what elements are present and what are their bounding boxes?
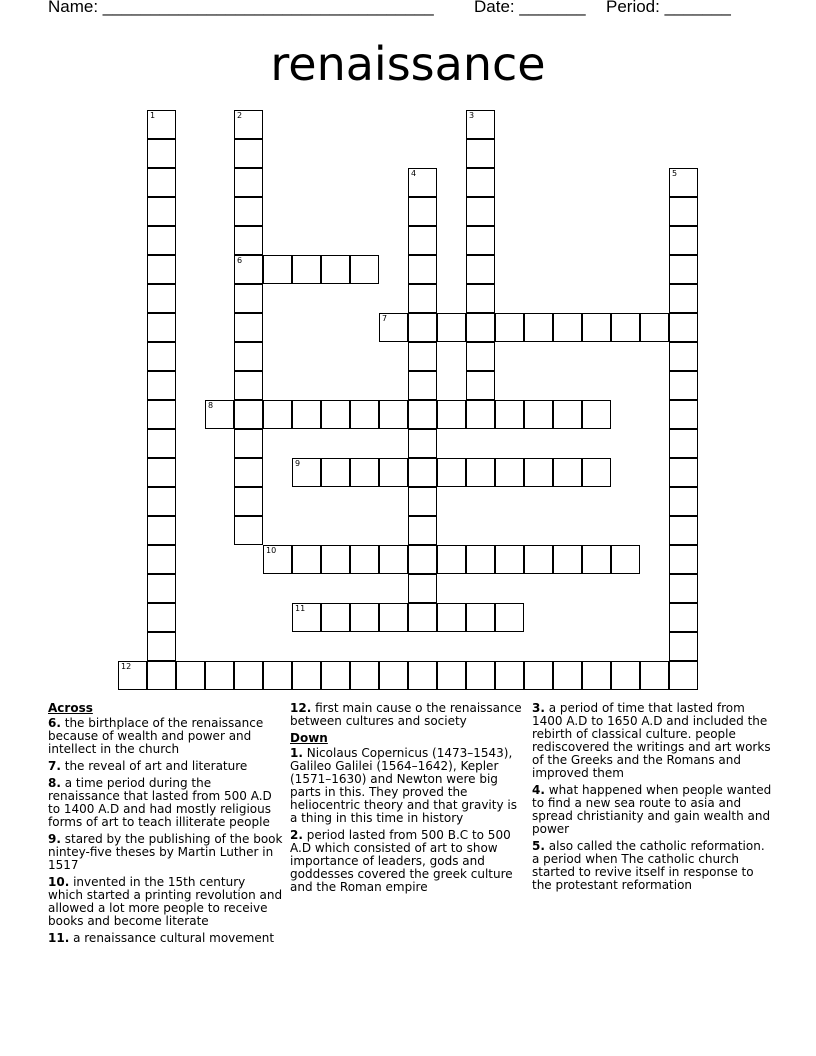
- grid-cell[interactable]: [321, 255, 350, 284]
- grid-cell[interactable]: [147, 342, 176, 371]
- grid-cell[interactable]: [408, 458, 437, 487]
- grid-cell[interactable]: [408, 255, 437, 284]
- grid-cell[interactable]: [408, 603, 437, 632]
- grid-cell[interactable]: [582, 545, 611, 574]
- grid-cell[interactable]: [263, 545, 292, 574]
- grid-cell[interactable]: [234, 400, 263, 429]
- clues-column-1: [48, 702, 283, 949]
- grid-cell[interactable]: [524, 661, 553, 690]
- grid-cell[interactable]: [437, 545, 466, 574]
- grid-cell[interactable]: [524, 458, 553, 487]
- grid-cell[interactable]: [147, 458, 176, 487]
- clue-number: 4: [411, 169, 417, 178]
- grid-cell[interactable]: [147, 545, 176, 574]
- clue-number: 3: [469, 111, 475, 120]
- grid-cell[interactable]: [437, 603, 466, 632]
- grid-cell[interactable]: [147, 574, 176, 603]
- grid-cell[interactable]: [582, 400, 611, 429]
- down-heading: Down: [290, 731, 328, 745]
- grid-cell[interactable]: [379, 400, 408, 429]
- grid-cell[interactable]: [408, 371, 437, 400]
- grid-cell[interactable]: [350, 458, 379, 487]
- grid-cell[interactable]: [408, 284, 437, 313]
- grid-cell[interactable]: [408, 313, 437, 342]
- grid-cell[interactable]: [234, 197, 263, 226]
- grid-cell[interactable]: [263, 400, 292, 429]
- clue-across-12: 12. first main cause o the renaissance between cultures and society: [290, 701, 522, 728]
- grid-cell[interactable]: [408, 661, 437, 690]
- grid-cell[interactable]: [350, 255, 379, 284]
- clue-across-8: 8. a time period during the renaissance that lasted from 500 A.D to 1400 A.D and had mostly religious forms of art to teach illiterate people: [48, 776, 272, 829]
- clue-number: 10: [266, 546, 277, 555]
- clues-column-3: [532, 702, 772, 896]
- grid-cell[interactable]: [234, 226, 263, 255]
- grid-cell[interactable]: [582, 313, 611, 342]
- grid-cell[interactable]: [408, 429, 437, 458]
- grid-cell[interactable]: [669, 168, 698, 197]
- grid-cell[interactable]: [147, 661, 176, 690]
- grid-cell[interactable]: [321, 458, 350, 487]
- grid-cell[interactable]: [408, 574, 437, 603]
- grid-cell[interactable]: [234, 110, 263, 139]
- clue-number: 5: [672, 169, 678, 178]
- clue-across-7: 7. the reveal of art and literature: [48, 759, 248, 773]
- grid-cell[interactable]: [263, 255, 292, 284]
- grid-cell[interactable]: [466, 110, 495, 139]
- grid-cell[interactable]: [379, 545, 408, 574]
- grid-cell[interactable]: [234, 284, 263, 313]
- grid-cell[interactable]: [292, 400, 321, 429]
- grid-cell[interactable]: [466, 168, 495, 197]
- grid-cell[interactable]: [147, 197, 176, 226]
- grid-cell[interactable]: [495, 545, 524, 574]
- grid-cell[interactable]: [582, 458, 611, 487]
- clue-across-10: 10. invented in the 15th century which started a printing revolution and allowed a lot more people to receive books and become literate: [48, 875, 283, 928]
- grid-cell[interactable]: [234, 342, 263, 371]
- grid-cell[interactable]: [408, 545, 437, 574]
- grid-cell[interactable]: [524, 313, 553, 342]
- grid-cell[interactable]: [669, 516, 698, 545]
- clue-down-3: 3. a period of time that lasted from 1400 A.D to 1650 A.D and included the rebirth of classical culture. people rediscovered the writings and art works of the Greeks and the Romans and improved them: [532, 701, 771, 780]
- grid-cell[interactable]: [147, 487, 176, 516]
- clue-across-11: 11. a renaissance cultural movement: [48, 931, 275, 945]
- clue-down-4: 4. what happened when people wanted to find a new sea route to asia and spread christianity and gain wealth and power: [532, 783, 772, 836]
- grid-cell[interactable]: [350, 400, 379, 429]
- clue-down-5: 5. also called the catholic reformation. a period when The catholic church started to revive itself in response to the protestant reformation: [532, 839, 765, 892]
- grid-cell[interactable]: [495, 603, 524, 632]
- grid-cell[interactable]: [669, 545, 698, 574]
- grid-cell[interactable]: [466, 197, 495, 226]
- grid-cell[interactable]: [234, 458, 263, 487]
- grid-cell[interactable]: [437, 661, 466, 690]
- clue-number: 7: [382, 314, 388, 323]
- clue-number: 6: [237, 256, 243, 265]
- clue-across-9: 9. stared by the publishing of the book nintey-five theses by Martin Luther in 1517: [48, 832, 283, 872]
- grid-cell[interactable]: [437, 458, 466, 487]
- grid-cell[interactable]: [234, 313, 263, 342]
- grid-cell[interactable]: [466, 313, 495, 342]
- grid-cell[interactable]: [466, 284, 495, 313]
- clue-number: 2: [237, 111, 243, 120]
- grid-cell[interactable]: [321, 400, 350, 429]
- grid-cell[interactable]: [147, 255, 176, 284]
- grid-cell[interactable]: [669, 342, 698, 371]
- grid-cell[interactable]: [669, 603, 698, 632]
- grid-cell[interactable]: [495, 313, 524, 342]
- period-field[interactable]: Period: _______: [606, 0, 731, 16]
- grid-cell[interactable]: [147, 400, 176, 429]
- grid-cell[interactable]: [495, 400, 524, 429]
- grid-cell[interactable]: [669, 487, 698, 516]
- grid-cell[interactable]: [408, 487, 437, 516]
- grid-cell[interactable]: [379, 661, 408, 690]
- grid-cell[interactable]: [669, 632, 698, 661]
- grid-cell[interactable]: [350, 603, 379, 632]
- grid-cell[interactable]: [524, 545, 553, 574]
- puzzle-title: renaissance: [270, 37, 546, 91]
- across-heading: Across: [48, 701, 93, 715]
- grid-cell[interactable]: [292, 661, 321, 690]
- grid-cell[interactable]: [437, 313, 466, 342]
- grid-cell[interactable]: [611, 313, 640, 342]
- grid-cell[interactable]: [234, 429, 263, 458]
- grid-cell[interactable]: [466, 545, 495, 574]
- grid-cell[interactable]: [408, 342, 437, 371]
- grid-cell[interactable]: [408, 516, 437, 545]
- grid-cell[interactable]: [234, 139, 263, 168]
- grid-cell[interactable]: [292, 603, 321, 632]
- grid-cell[interactable]: [466, 255, 495, 284]
- grid-cell[interactable]: [147, 516, 176, 545]
- grid-cell[interactable]: [263, 661, 292, 690]
- grid-cell[interactable]: [669, 313, 698, 342]
- grid-cell[interactable]: [495, 458, 524, 487]
- grid-cell[interactable]: [669, 255, 698, 284]
- grid-cell[interactable]: [669, 226, 698, 255]
- grid-cell[interactable]: [553, 313, 582, 342]
- grid-cell[interactable]: [147, 313, 176, 342]
- grid-cell[interactable]: [147, 632, 176, 661]
- grid-cell[interactable]: [147, 371, 176, 400]
- grid-cell[interactable]: [234, 255, 263, 284]
- clue-across-6: 6. the birthplace of the renaissance because of wealth and power and intellect in the church: [48, 716, 264, 756]
- grid-cell[interactable]: [321, 661, 350, 690]
- grid-cell[interactable]: [640, 313, 669, 342]
- grid-cell[interactable]: [466, 342, 495, 371]
- grid-cell[interactable]: [234, 168, 263, 197]
- grid-cell[interactable]: [466, 371, 495, 400]
- grid-cell[interactable]: [669, 371, 698, 400]
- grid-cell[interactable]: [553, 661, 582, 690]
- grid-cell[interactable]: [640, 661, 669, 690]
- grid-cell[interactable]: [408, 197, 437, 226]
- grid-cell[interactable]: [292, 458, 321, 487]
- clues-column-2: [290, 702, 525, 898]
- grid-cell[interactable]: [553, 458, 582, 487]
- grid-cell[interactable]: [582, 661, 611, 690]
- clue-number: 8: [208, 401, 214, 410]
- grid-cell[interactable]: [147, 110, 176, 139]
- grid-cell[interactable]: [321, 603, 350, 632]
- grid-cell[interactable]: [466, 139, 495, 168]
- grid-cell[interactable]: [292, 255, 321, 284]
- grid-cell[interactable]: [669, 197, 698, 226]
- grid-cell[interactable]: [147, 429, 176, 458]
- grid-cell[interactable]: [205, 661, 234, 690]
- grid-cell[interactable]: [147, 226, 176, 255]
- grid-cell[interactable]: [553, 400, 582, 429]
- grid-cell[interactable]: [408, 226, 437, 255]
- grid-cell[interactable]: [379, 313, 408, 342]
- grid-cell[interactable]: [408, 168, 437, 197]
- grid-cell[interactable]: [292, 545, 321, 574]
- grid-cell[interactable]: [553, 545, 582, 574]
- grid-cell[interactable]: [147, 168, 176, 197]
- grid-cell[interactable]: [379, 458, 408, 487]
- grid-cell[interactable]: [611, 545, 640, 574]
- grid-cell[interactable]: [147, 284, 176, 313]
- clue-number: 11: [295, 604, 306, 613]
- grid-cell[interactable]: [669, 284, 698, 313]
- grid-cell[interactable]: [350, 661, 379, 690]
- grid-cell[interactable]: [147, 139, 176, 168]
- grid-cell[interactable]: [176, 661, 205, 690]
- grid-cell[interactable]: [466, 458, 495, 487]
- grid-cell[interactable]: [466, 226, 495, 255]
- grid-cell[interactable]: [234, 516, 263, 545]
- grid-cell[interactable]: [379, 603, 408, 632]
- grid-cell[interactable]: [408, 400, 437, 429]
- grid-cell[interactable]: [147, 603, 176, 632]
- grid-cell[interactable]: [205, 400, 234, 429]
- grid-cell[interactable]: [437, 400, 466, 429]
- date-field[interactable]: Date: _______: [474, 0, 586, 16]
- grid-cell[interactable]: [234, 661, 263, 690]
- grid-cell[interactable]: [118, 661, 147, 690]
- grid-cell[interactable]: [669, 458, 698, 487]
- grid-cell[interactable]: [466, 400, 495, 429]
- grid-cell[interactable]: [234, 371, 263, 400]
- grid-cell[interactable]: [466, 603, 495, 632]
- grid-cell[interactable]: [669, 661, 698, 690]
- grid-cell[interactable]: [669, 429, 698, 458]
- grid-cell[interactable]: [669, 574, 698, 603]
- clue-down-2: 2. period lasted from 500 B.C to 500 A.D which consisted of art to show importance of leaders, gods and goddesses covered the greek culture and the Roman empire: [290, 828, 513, 894]
- clue-number: 1: [150, 111, 156, 120]
- grid-cell[interactable]: [524, 400, 553, 429]
- grid-cell[interactable]: [669, 400, 698, 429]
- clue-number: 9: [295, 459, 301, 468]
- grid-cell[interactable]: [234, 487, 263, 516]
- clue-number: 12: [121, 662, 132, 671]
- grid-cell[interactable]: [321, 545, 350, 574]
- clue-down-1: 1. Nicolaus Copernicus (1473–1543), Galileo Galilei (1564–1642), Kepler (1571–1630) and Newton were big parts in this. They proved the heliocentric theory and that gravity is a thing in this time in history: [290, 746, 517, 825]
- grid-cell[interactable]: [495, 661, 524, 690]
- name-field[interactable]: Name: ___________________________________: [48, 0, 434, 16]
- grid-cell[interactable]: [466, 661, 495, 690]
- grid-cell[interactable]: [611, 661, 640, 690]
- grid-cell[interactable]: [350, 545, 379, 574]
